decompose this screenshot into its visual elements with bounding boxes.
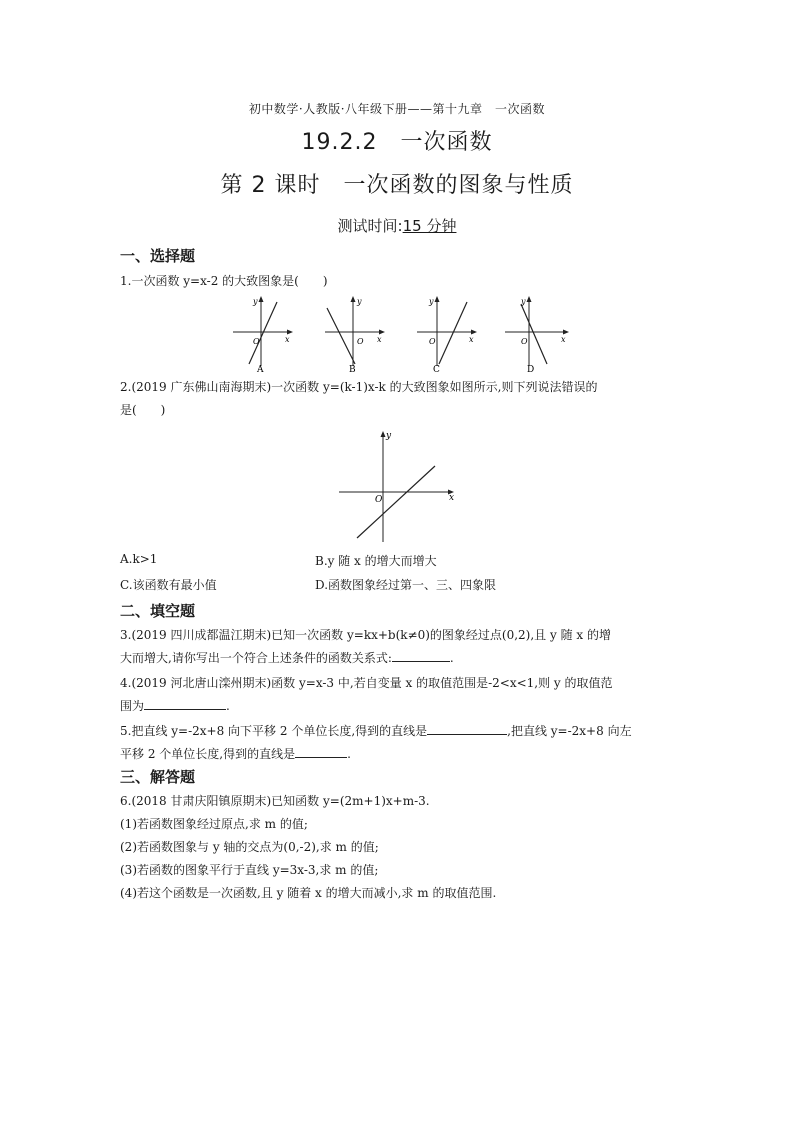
question-6-part-2: (2)若函数图象与 y 轴的交点为(0,-2),求 m 的值; [120, 840, 379, 854]
question-5-blank-2[interactable] [295, 743, 347, 758]
graph-d-origin: O [521, 337, 528, 346]
question-1-graphs [225, 292, 605, 374]
question-3-line-1: 3.(2019 四川成都温江期末)已知一次函数 y=kx+b(k≠0)的图象经过点(0,2),且 y 随 x 的增 [120, 628, 611, 642]
question-2-option-a[interactable]: A.k>1 [120, 552, 158, 566]
section-choice-heading: 一、选择题 [120, 247, 196, 265]
question-6-part-3: (3)若函数的图象平行于直线 y=3x-3,求 m 的值; [120, 863, 379, 877]
question-6-part-4: (4)若这个函数是一次函数,且 y 随着 x 的增大而减小,求 m 的取值范围. [120, 886, 497, 900]
question-4-end: . [226, 699, 230, 713]
graph-a-label: A [257, 365, 264, 374]
section-answer-heading: 三、解答题 [120, 768, 196, 786]
question-6-text [120, 790, 680, 905]
question-4-blank[interactable] [144, 695, 226, 710]
question-5-line-1a: 5.把直线 y=-2x+8 向下平移 2 个单位长度,得到的直线是 [120, 724, 428, 738]
graph-d-label: D [527, 365, 535, 374]
question-2-line-1: 2.(2019 广东佛山南海期末)一次函数 y=(k-1)x-k 的大致图象如图所示,则下列说法错误的 [120, 380, 598, 394]
question-6-stem: 6.(2018 甘肃庆阳镇原期末)已知函数 y=(2m+1)x+m-3. [120, 794, 430, 808]
question-5-line-1b: ,把直线 y=-2x+8 向左 [507, 724, 632, 738]
lesson-title: 第 2 课时 一次函数的图象与性质 [220, 173, 574, 198]
graph-a[interactable] [233, 296, 293, 374]
question-4-line-1: 4.(2019 河北唐山滦州期末)函数 y=x-3 中,若自变量 x 的取值范围是-2<x<1,则 y 的取值范 [120, 676, 613, 690]
section-fill-heading: 二、填空题 [120, 602, 196, 620]
question-4-line-2: 围为 [120, 699, 145, 713]
question-3-line-2: 大而增大,请你写出一个符合上述条件的函数关系式: [120, 651, 392, 665]
graph-c-x-label: x [469, 335, 474, 344]
question-2-option-b[interactable]: B.y 随 x 的增大而增大 [315, 554, 437, 568]
graph-b-label: B [349, 365, 356, 374]
graph-a-x-label: x [285, 335, 290, 344]
graph-b-y-label: y [357, 297, 362, 306]
graph-a-origin: O [253, 337, 260, 346]
question-5-text [120, 720, 680, 766]
question-2-option-d[interactable]: D.函数图象经过第一、三、四象限 [315, 578, 497, 592]
question-2-option-c[interactable]: C.该函数有最小值 [120, 578, 217, 592]
question-2-line-2: 是( ) [120, 403, 166, 417]
q2-graph-x-label: x [449, 493, 455, 503]
question-4-text [120, 672, 680, 718]
graph-d-x-label: x [561, 335, 566, 344]
graph-c[interactable] [417, 296, 477, 374]
test-time-label: 测试时间: [337, 217, 403, 235]
question-6-part-1: (1)若函数图象经过原点,求 m 的值; [120, 817, 308, 831]
graph-c-y-label: y [429, 297, 434, 306]
test-time [0, 215, 794, 236]
question-5-line-2: 平移 2 个单位长度,得到的直线是 [120, 747, 296, 761]
graph-c-label: C [433, 365, 440, 374]
graph-c-origin: O [429, 337, 436, 346]
question-5-end: . [347, 747, 351, 761]
graph-a-y-label: y [253, 297, 258, 306]
graph-d[interactable] [505, 296, 569, 374]
question-2-graph [335, 428, 465, 546]
q2-graph-origin: O [375, 495, 383, 505]
graph-b-x-label: x [377, 335, 382, 344]
question-2-text [120, 376, 680, 422]
question-1-text: 1.一次函数 y=x-2 的大致图象是( ) [120, 274, 328, 288]
question-3-text [120, 624, 680, 670]
graph-d-y-label: y [521, 297, 526, 306]
question-3-blank[interactable] [392, 647, 450, 662]
question-3-end: . [449, 651, 454, 665]
q2-graph-y-label: y [386, 431, 392, 441]
page-header: 初中数学·人教版·八年级下册——第十九章 一次函数 [248, 102, 546, 116]
test-time-value: 15 分钟 [402, 217, 457, 235]
question-5-blank-1[interactable] [427, 720, 507, 735]
graph-b[interactable] [325, 296, 385, 374]
graph-b-origin: O [357, 337, 364, 346]
section-title: 19.2.2 一次函数 [301, 130, 493, 155]
